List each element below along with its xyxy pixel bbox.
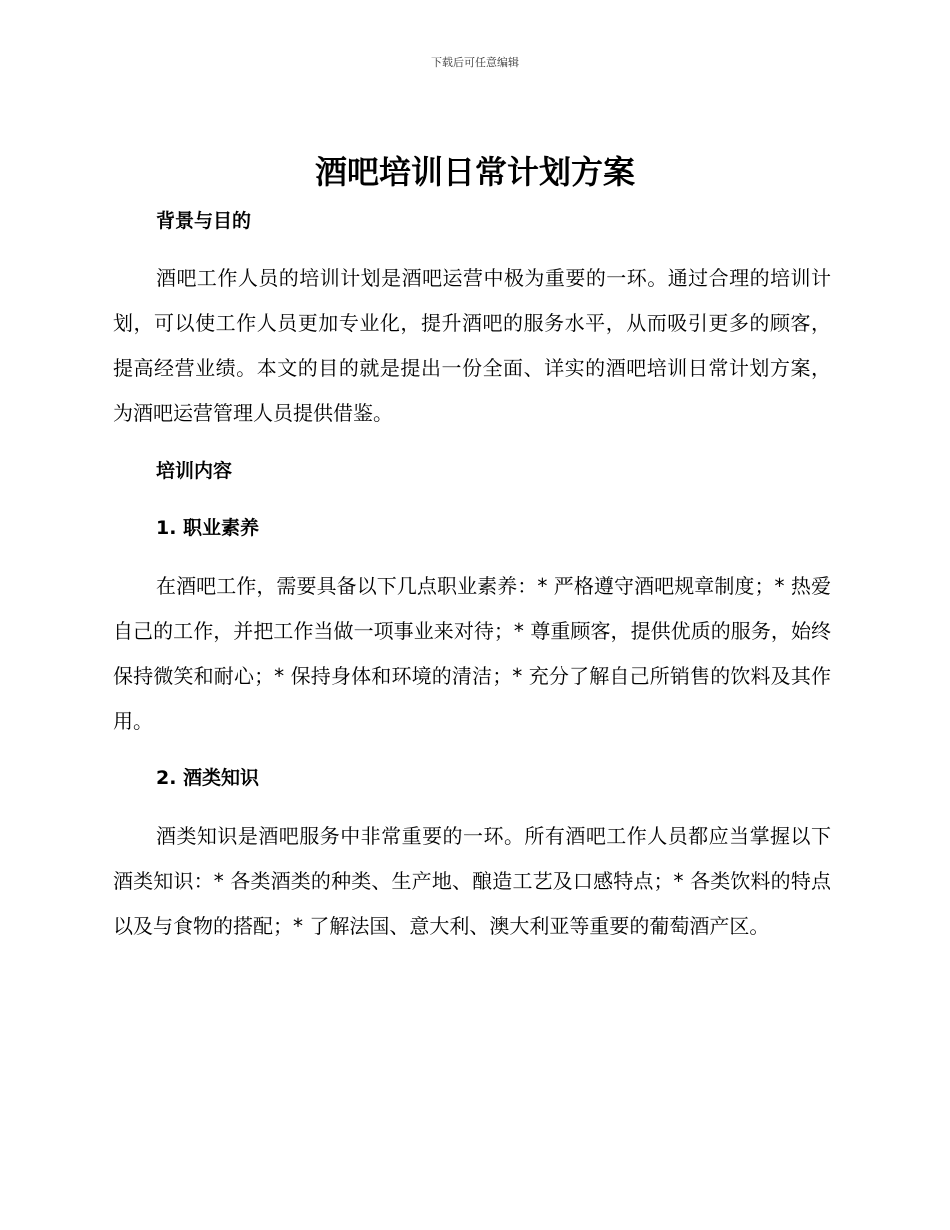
section-heading-professionalism: 1. 职业素养 <box>156 517 260 539</box>
paragraph-professionalism: 在酒吧工作，需要具备以下几点职业素养：* 严格遵守酒吧规章制度；* 热爱自己的工作，并把工作当做一项事业来对待；* 尊重顾客，提供优质的服务，始终保持微笑和耐心；* 保持身体和环境的清洁；* 充分了解自己所销售的饮料及其作用。 <box>113 574 831 733</box>
section-heading-training-content: 培训内容 <box>156 460 233 482</box>
page-header-note: 下载后可任意编辑 <box>431 56 519 69</box>
section-heading-liquor-knowledge: 2. 酒类知识 <box>156 767 260 789</box>
document-title: 酒吧培训日常计划方案 <box>314 153 635 191</box>
paragraph-background: 酒吧工作人员的培训计划是酒吧运营中极为重要的一环。通过合理的培训计划，可以使工作人员更加专业化，提升酒吧的服务水平，从而吸引更多的顾客，提高经营业绩。本文的目的就是提出一份全面、详实的酒吧培训日常计划方案，为酒吧运营管理人员提供借鉴。 <box>113 266 831 425</box>
section-heading-background: 背景与目的 <box>156 210 252 232</box>
paragraph-liquor-knowledge: 酒类知识是酒吧服务中非常重要的一环。所有酒吧工作人员都应当掌握以下酒类知识：* 各类酒类的种类、生产地、酿造工艺及口感特点；* 各类饮料的特点以及与食物的搭配；* 了解法国、意大利、澳大利亚等重要的葡萄酒产区。 <box>113 824 831 938</box>
